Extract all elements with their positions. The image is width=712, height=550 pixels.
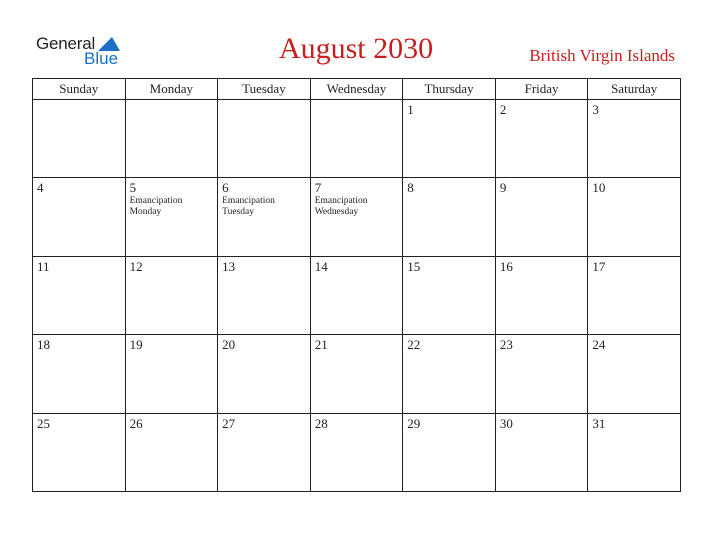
logo-text-general: General: [36, 34, 96, 53]
week-row: [33, 256, 681, 334]
day-cell: [125, 100, 218, 178]
week-row: [33, 178, 681, 256]
calendar-title: August 2030: [278, 32, 434, 65]
day-number: 5: [129, 180, 137, 196]
day-number: 8: [407, 180, 414, 196]
day-number: 7: [314, 180, 322, 196]
holiday-label: Emancipation Wednesday: [314, 196, 368, 218]
weekday-header: Monday: [125, 79, 218, 100]
logo-text-blue: Blue: [84, 49, 119, 68]
day-number: 13: [222, 258, 236, 274]
day-cell: [403, 178, 496, 256]
day-number: 22: [407, 337, 421, 353]
day-number: 9: [499, 180, 507, 196]
week-row: [33, 413, 681, 491]
day-number: 12: [129, 258, 143, 274]
day-number: 4: [37, 180, 44, 196]
day-cell: [33, 413, 126, 491]
day-number: 19: [129, 337, 143, 353]
day-cell: [403, 413, 496, 491]
day-number: 10: [592, 180, 606, 196]
day-number: 14: [314, 258, 328, 274]
weekday-header: Thursday: [403, 79, 496, 100]
holiday-label: Emancipation Monday: [129, 196, 183, 218]
day-number: 17: [592, 258, 606, 274]
day-cell: [495, 335, 588, 413]
day-cell: [495, 100, 588, 178]
region-label: British Virgin Islands: [529, 46, 675, 65]
day-number: 23: [499, 337, 513, 353]
day-cell: [218, 100, 311, 178]
day-cell: [125, 178, 218, 256]
day-cell: [588, 256, 681, 334]
day-cell: [218, 178, 311, 256]
day-number: 27: [222, 415, 236, 431]
day-cell: [218, 335, 311, 413]
day-cell: [125, 413, 218, 491]
day-cell: [310, 178, 403, 256]
weekday-header: Friday: [495, 79, 588, 100]
week-row: [33, 100, 681, 178]
day-number: 26: [129, 415, 143, 431]
day-cell: [33, 335, 126, 413]
weekday-header: Wednesday: [310, 79, 403, 100]
day-cell: [33, 100, 126, 178]
day-number: 21: [314, 337, 328, 353]
day-cell: [310, 335, 403, 413]
day-cell: [588, 335, 681, 413]
day-number: 30: [499, 415, 513, 431]
week-rows: [33, 100, 681, 492]
weekday-header: Tuesday: [218, 79, 311, 100]
day-cell: [588, 100, 681, 178]
day-number: 18: [37, 337, 50, 353]
weekday-header: Saturday: [588, 79, 681, 100]
day-number: 25: [37, 415, 50, 431]
day-number: 3: [592, 102, 599, 117]
weekday-header: Sunday: [33, 79, 126, 100]
month-grid: [32, 78, 681, 492]
day-cell: [33, 178, 126, 256]
day-number: 6: [222, 180, 229, 196]
day-cell: [495, 413, 588, 491]
day-number: 1: [407, 102, 414, 117]
day-number: 11: [37, 258, 50, 274]
weekday-header-row: [33, 79, 681, 100]
day-cell: [495, 256, 588, 334]
day-number: 29: [407, 415, 421, 431]
day-number: 28: [314, 415, 328, 431]
week-row: [33, 335, 681, 413]
day-cell: [218, 413, 311, 491]
day-number: 15: [407, 258, 421, 274]
day-cell: [403, 256, 496, 334]
day-cell: [588, 413, 681, 491]
day-cell: [403, 335, 496, 413]
day-cell: [403, 100, 496, 178]
day-cell: [218, 256, 311, 334]
day-number: 2: [499, 102, 507, 117]
day-number: 20: [222, 337, 236, 353]
day-cell: [588, 178, 681, 256]
day-number: 24: [592, 337, 606, 353]
day-cell: [310, 100, 403, 178]
day-number: 16: [499, 258, 513, 274]
day-cell: [125, 256, 218, 334]
day-cell: [495, 178, 588, 256]
holiday-label: Emancipation Tuesday: [222, 196, 275, 218]
day-number: 31: [592, 415, 606, 431]
day-cell: [310, 256, 403, 334]
day-cell: [310, 413, 403, 491]
day-cell: [33, 256, 126, 334]
day-cell: [125, 335, 218, 413]
